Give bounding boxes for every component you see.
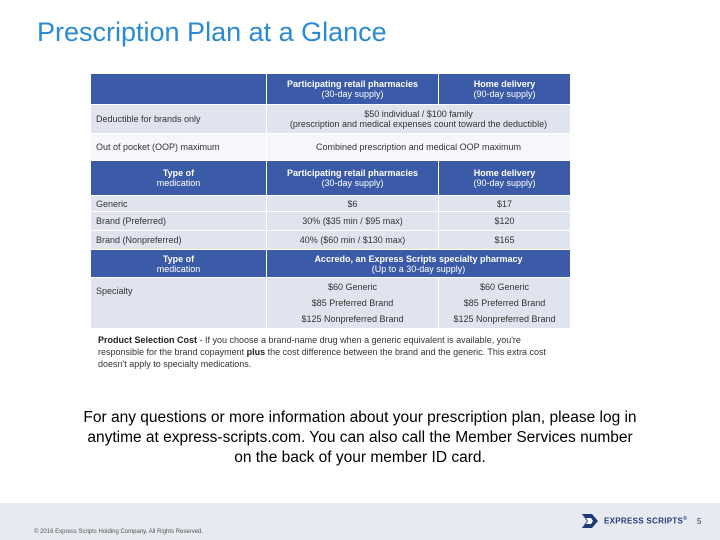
header-retail-label: Participating retail pharmacies [286, 79, 419, 89]
brand-nonpreferred-home: $165 [439, 231, 571, 250]
copyright-text: © 2016 Express Scripts Holding Company. All Rights Reserved. [34, 529, 204, 535]
specialty-retail-generic: $60 Generic [327, 282, 378, 292]
spec-type-header [91, 250, 267, 278]
med-type-label: Type of [162, 168, 195, 178]
spec-pharmacy-label: Accredo, an Express Scripts specialty pharmacy [314, 253, 523, 264]
oop-value: Combined prescription and medical OOP maximum [267, 134, 571, 161]
table-row [91, 212, 571, 231]
specialty-home [439, 278, 571, 329]
info-text: For any questions or more information about your prescription plan, please log in anytime at express-scripts.com. You can also call the Member Services number on the back of your member ID card. [83, 409, 637, 466]
deductible-note: (prescription and medical expenses count toward the deductible) [289, 119, 548, 129]
express-scripts-logo-icon [580, 512, 600, 530]
med-retail-sub: (30-day supply) [321, 178, 384, 188]
spec-type-sub: medication [156, 263, 201, 274]
product-selection-note [98, 334, 568, 370]
med-retail-header [267, 161, 439, 196]
header-retail-sub: (30-day supply) [321, 89, 384, 99]
brand-nonpreferred-label: Brand (Nonpreferred) [91, 231, 267, 250]
med-retail-label: Participating retail pharmacies [286, 168, 419, 178]
spec-type-label: Type of [162, 253, 195, 264]
oop-label: Out of pocket (OOP) maximum [91, 134, 267, 161]
header-home-sub: (90-day supply) [473, 89, 536, 99]
specialty-retail-preferred: $85 Preferred Brand [311, 298, 394, 308]
express-scripts-logo [580, 511, 687, 531]
header-home [439, 74, 571, 105]
note-text-2: the cost difference between the brand and the generic. This extra cost doesn't apply to specialty medications. [98, 347, 546, 369]
table-row [91, 196, 571, 212]
page-number: 5 [697, 517, 702, 526]
deductible-row [91, 105, 571, 134]
note-bold-lead: Product Selection Cost [98, 335, 198, 345]
header-empty-cell [91, 74, 267, 105]
logo-text [604, 516, 687, 526]
brand-nonpreferred-retail: 40% ($60 min / $130 max) [267, 231, 439, 250]
brand-preferred-retail: 30% ($35 min / $95 max) [267, 212, 439, 231]
logo-wordmark: EXPRESS SCRIPTS [604, 516, 684, 526]
note-text-1: - If you choose a brand-name drug when a generic equivalent is available, you're responsible for the brand copayment [98, 335, 521, 357]
specialty-label: Specialty [91, 278, 267, 329]
generic-retail: $6 [267, 196, 439, 212]
specialty-home-nonpreferred: $125 Nonpreferred Brand [453, 314, 556, 324]
brand-preferred-home: $120 [439, 212, 571, 231]
brand-preferred-label: Brand (Preferred) [91, 212, 267, 231]
specialty-home-generic: $60 Generic [479, 282, 530, 292]
generic-home: $17 [439, 196, 571, 212]
deductible-amount: $50 individual / $100 family [364, 109, 473, 119]
specialty-home-preferred: $85 Preferred Brand [463, 298, 546, 308]
med-type-header [91, 161, 267, 196]
spec-pharmacy-sub: (Up to a 30-day supply) [371, 263, 466, 274]
deductible-value [267, 105, 571, 134]
logo-registered-mark: ® [683, 516, 688, 523]
specialty-row [91, 278, 571, 329]
header-home-label: Home delivery [473, 79, 536, 89]
table-row [91, 231, 571, 250]
plan-table [90, 73, 571, 329]
specialty-retail-nonpreferred: $125 Nonpreferred Brand [301, 314, 404, 324]
specialty-retail [267, 278, 439, 329]
slide-title: Prescription Plan at a Glance [37, 17, 387, 47]
med-home-label: Home delivery [473, 168, 536, 178]
spec-pharmacy-header [267, 250, 571, 278]
header-retail [267, 74, 439, 105]
med-home-sub: (90-day supply) [473, 178, 536, 188]
deductible-label: Deductible for brands only [91, 105, 267, 134]
medication-header-row [91, 161, 571, 196]
med-home-header [439, 161, 571, 196]
plan-header-row [91, 74, 571, 105]
footer [0, 503, 720, 540]
med-type-sub: medication [156, 178, 201, 188]
specialty-header-row [91, 250, 571, 278]
oop-row [91, 134, 571, 161]
generic-label: Generic [91, 196, 267, 212]
note-bold-mid: plus [246, 347, 266, 357]
